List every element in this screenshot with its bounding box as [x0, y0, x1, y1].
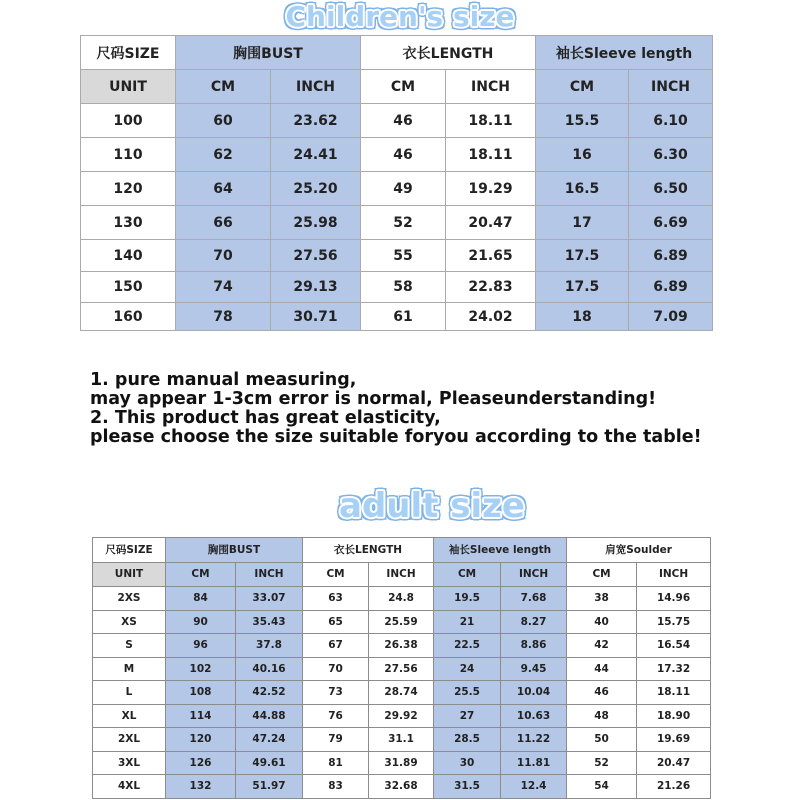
- sleeve-inch-cell: 10.04: [501, 681, 567, 705]
- size-row: [81, 303, 713, 331]
- bust-inch-cell: 27.56: [271, 240, 361, 272]
- length-inch-cell: 26.38: [369, 634, 434, 658]
- shoulder-cm-header: CM: [567, 562, 637, 587]
- length-inch-cell: 25.59: [369, 610, 434, 634]
- length-cm-header: CM: [361, 70, 446, 104]
- bust-header: 胸围BUST: [176, 36, 361, 70]
- size-row: [81, 138, 713, 172]
- length-inch-cell: 18.11: [446, 138, 536, 172]
- size-row: [93, 634, 711, 658]
- sleeve-cm-cell: 30: [434, 751, 501, 775]
- length-inch-cell: 24.8: [369, 587, 434, 611]
- bust-cm-cell: 78: [176, 303, 271, 331]
- size-row: [81, 272, 713, 303]
- bust-inch-cell: 30.71: [271, 303, 361, 331]
- bust-cm-cell: 126: [166, 751, 236, 775]
- group-header-row: [93, 538, 711, 563]
- length-cm-cell: 46: [361, 104, 446, 138]
- size-cell: 120: [81, 172, 176, 206]
- sleeve-cm-cell: 28.5: [434, 728, 501, 752]
- length-inch-cell: 20.47: [446, 206, 536, 240]
- bust-cm-cell: 114: [166, 704, 236, 728]
- adult-size-table: [92, 537, 711, 799]
- sleeve-cm-cell: 21: [434, 610, 501, 634]
- children-size-rows: [81, 104, 713, 331]
- length-cm-cell: 52: [361, 206, 446, 240]
- shoulder-inch-cell: 16.54: [637, 634, 711, 658]
- bust-cm-cell: 62: [176, 138, 271, 172]
- size-row: [93, 728, 711, 752]
- shoulder-cm-cell: 46: [567, 681, 637, 705]
- length-cm-cell: 55: [361, 240, 446, 272]
- size-header: 尺码SIZE: [93, 538, 166, 563]
- length-inch-cell: 32.68: [369, 775, 434, 799]
- shoulder-inch-cell: 14.96: [637, 587, 711, 611]
- bust-cm-cell: 66: [176, 206, 271, 240]
- bust-inch-cell: 25.20: [271, 172, 361, 206]
- sleeve-cm-cell: 17.5: [536, 272, 629, 303]
- bust-cm-cell: 60: [176, 104, 271, 138]
- adult-size-title: adult size: [339, 486, 525, 526]
- bust-inch-cell: 23.62: [271, 104, 361, 138]
- size-cell: M: [93, 657, 166, 681]
- length-cm-cell: 83: [303, 775, 369, 799]
- unit-label: UNIT: [93, 562, 166, 587]
- size-row: [93, 587, 711, 611]
- bust-cm-cell: 96: [166, 634, 236, 658]
- shoulder-inch-cell: 21.26: [637, 775, 711, 799]
- bust-inch-cell: 40.16: [236, 657, 303, 681]
- size-row: [93, 704, 711, 728]
- shoulder-cm-cell: 40: [567, 610, 637, 634]
- size-row: [93, 657, 711, 681]
- bust-cm-cell: 84: [166, 587, 236, 611]
- size-cell: 3XL: [93, 751, 166, 775]
- length-cm-cell: 63: [303, 587, 369, 611]
- size-cell: 100: [81, 104, 176, 138]
- sleeve-inch-cell: 8.27: [501, 610, 567, 634]
- length-inch-cell: 21.65: [446, 240, 536, 272]
- sleeve-cm-cell: 24: [434, 657, 501, 681]
- shoulder-header: 肩宽Soulder: [567, 538, 711, 563]
- bust-inch-cell: 29.13: [271, 272, 361, 303]
- length-inch-cell: 19.29: [446, 172, 536, 206]
- length-cm-cell: 81: [303, 751, 369, 775]
- sleeve-cm-header: CM: [536, 70, 629, 104]
- sleeve-inch-cell: 7.68: [501, 587, 567, 611]
- sleeve-cm-cell: 16.5: [536, 172, 629, 206]
- shoulder-cm-cell: 42: [567, 634, 637, 658]
- sleeve-inch-cell: 6.89: [629, 272, 713, 303]
- size-row: [93, 610, 711, 634]
- measurement-notes: [90, 371, 702, 447]
- unit-label: UNIT: [81, 70, 176, 104]
- sleeve-cm-cell: 22.5: [434, 634, 501, 658]
- size-cell: L: [93, 681, 166, 705]
- adult-size-rows: [93, 587, 711, 799]
- shoulder-inch-header: INCH: [637, 562, 711, 587]
- length-cm-cell: 79: [303, 728, 369, 752]
- length-cm-header: CM: [303, 562, 369, 587]
- bust-inch-cell: 49.61: [236, 751, 303, 775]
- length-header: 衣长LENGTH: [303, 538, 434, 563]
- length-cm-cell: 49: [361, 172, 446, 206]
- shoulder-cm-cell: 38: [567, 587, 637, 611]
- size-row: [93, 751, 711, 775]
- bust-inch-cell: 51.97: [236, 775, 303, 799]
- sleeve-inch-cell: 11.22: [501, 728, 567, 752]
- length-cm-cell: 61: [361, 303, 446, 331]
- sleeve-inch-header: INCH: [629, 70, 713, 104]
- size-row: [81, 104, 713, 138]
- unit-header-row: [93, 562, 711, 587]
- sleeve-cm-cell: 31.5: [434, 775, 501, 799]
- bust-cm-header: CM: [176, 70, 271, 104]
- sleeve-inch-cell: 6.10: [629, 104, 713, 138]
- length-inch-cell: 29.92: [369, 704, 434, 728]
- group-header-row: [81, 36, 713, 70]
- size-cell: 4XL: [93, 775, 166, 799]
- note-line: 1. pure manual measuring,: [90, 369, 357, 390]
- length-inch-cell: 31.89: [369, 751, 434, 775]
- note-line: 2. This product has great elasticity,: [90, 407, 441, 428]
- bust-cm-cell: 70: [176, 240, 271, 272]
- sleeve-length-header: 袖长Sleeve length: [434, 538, 567, 563]
- sleeve-inch-cell: 11.81: [501, 751, 567, 775]
- size-row: [81, 172, 713, 206]
- sleeve-inch-header: INCH: [501, 562, 567, 587]
- bust-cm-cell: 102: [166, 657, 236, 681]
- children-size-title: Children's size: [285, 0, 515, 33]
- note-line: please choose the size suitable foryou according to the table!: [90, 426, 702, 447]
- length-cm-cell: 70: [303, 657, 369, 681]
- length-cm-cell: 65: [303, 610, 369, 634]
- shoulder-inch-cell: 19.69: [637, 728, 711, 752]
- children-size-table: [80, 35, 713, 331]
- sleeve-cm-cell: 18: [536, 303, 629, 331]
- sleeve-inch-cell: 7.09: [629, 303, 713, 331]
- sleeve-inch-cell: 6.89: [629, 240, 713, 272]
- sleeve-length-header: 袖长Sleeve length: [536, 36, 713, 70]
- bust-inch-header: INCH: [271, 70, 361, 104]
- shoulder-inch-cell: 18.11: [637, 681, 711, 705]
- size-cell: 150: [81, 272, 176, 303]
- sleeve-cm-header: CM: [434, 562, 501, 587]
- sleeve-inch-cell: 12.4: [501, 775, 567, 799]
- shoulder-inch-cell: 17.32: [637, 657, 711, 681]
- shoulder-cm-cell: 50: [567, 728, 637, 752]
- size-row: [93, 775, 711, 799]
- size-cell: 2XL: [93, 728, 166, 752]
- sleeve-cm-cell: 16: [536, 138, 629, 172]
- bust-inch-cell: 37.8: [236, 634, 303, 658]
- length-inch-cell: 24.02: [446, 303, 536, 331]
- shoulder-cm-cell: 54: [567, 775, 637, 799]
- shoulder-cm-cell: 48: [567, 704, 637, 728]
- length-inch-cell: 22.83: [446, 272, 536, 303]
- length-cm-cell: 58: [361, 272, 446, 303]
- size-cell: 110: [81, 138, 176, 172]
- bust-cm-cell: 132: [166, 775, 236, 799]
- shoulder-cm-cell: 44: [567, 657, 637, 681]
- size-row: [81, 240, 713, 272]
- size-cell: XL: [93, 704, 166, 728]
- sleeve-inch-cell: 9.45: [501, 657, 567, 681]
- sleeve-inch-cell: 10.63: [501, 704, 567, 728]
- bust-header: 胸围BUST: [166, 538, 303, 563]
- length-inch-cell: 28.74: [369, 681, 434, 705]
- bust-cm-header: CM: [166, 562, 236, 587]
- shoulder-inch-cell: 20.47: [637, 751, 711, 775]
- note-line: may appear 1-3cm error is normal, Pleaseunderstanding!: [90, 388, 657, 409]
- shoulder-inch-cell: 15.75: [637, 610, 711, 634]
- sleeve-inch-cell: 6.69: [629, 206, 713, 240]
- unit-header-row: [81, 70, 713, 104]
- size-header: 尺码SIZE: [81, 36, 176, 70]
- sleeve-inch-cell: 6.30: [629, 138, 713, 172]
- length-inch-cell: 27.56: [369, 657, 434, 681]
- size-row: [93, 681, 711, 705]
- length-header: 衣长LENGTH: [361, 36, 536, 70]
- length-cm-cell: 46: [361, 138, 446, 172]
- sleeve-cm-cell: 25.5: [434, 681, 501, 705]
- bust-inch-cell: 47.24: [236, 728, 303, 752]
- shoulder-inch-cell: 18.90: [637, 704, 711, 728]
- bust-inch-cell: 25.98: [271, 206, 361, 240]
- bust-cm-cell: 74: [176, 272, 271, 303]
- size-cell: 140: [81, 240, 176, 272]
- bust-inch-cell: 24.41: [271, 138, 361, 172]
- length-inch-header: INCH: [446, 70, 536, 104]
- length-inch-cell: 31.1: [369, 728, 434, 752]
- size-cell: 160: [81, 303, 176, 331]
- bust-cm-cell: 90: [166, 610, 236, 634]
- size-cell: 130: [81, 206, 176, 240]
- bust-inch-header: INCH: [236, 562, 303, 587]
- sleeve-cm-cell: 27: [434, 704, 501, 728]
- size-cell: XS: [93, 610, 166, 634]
- length-cm-cell: 73: [303, 681, 369, 705]
- bust-inch-cell: 35.43: [236, 610, 303, 634]
- bust-cm-cell: 120: [166, 728, 236, 752]
- sleeve-cm-cell: 17.5: [536, 240, 629, 272]
- length-cm-cell: 76: [303, 704, 369, 728]
- bust-inch-cell: 42.52: [236, 681, 303, 705]
- sleeve-inch-cell: 6.50: [629, 172, 713, 206]
- sleeve-cm-cell: 15.5: [536, 104, 629, 138]
- size-cell: S: [93, 634, 166, 658]
- length-inch-cell: 18.11: [446, 104, 536, 138]
- length-cm-cell: 67: [303, 634, 369, 658]
- size-row: [81, 206, 713, 240]
- sleeve-cm-cell: 17: [536, 206, 629, 240]
- sleeve-cm-cell: 19.5: [434, 587, 501, 611]
- shoulder-cm-cell: 52: [567, 751, 637, 775]
- length-inch-header: INCH: [369, 562, 434, 587]
- bust-inch-cell: 44.88: [236, 704, 303, 728]
- bust-inch-cell: 33.07: [236, 587, 303, 611]
- size-cell: 2XS: [93, 587, 166, 611]
- bust-cm-cell: 108: [166, 681, 236, 705]
- sleeve-inch-cell: 8.86: [501, 634, 567, 658]
- bust-cm-cell: 64: [176, 172, 271, 206]
